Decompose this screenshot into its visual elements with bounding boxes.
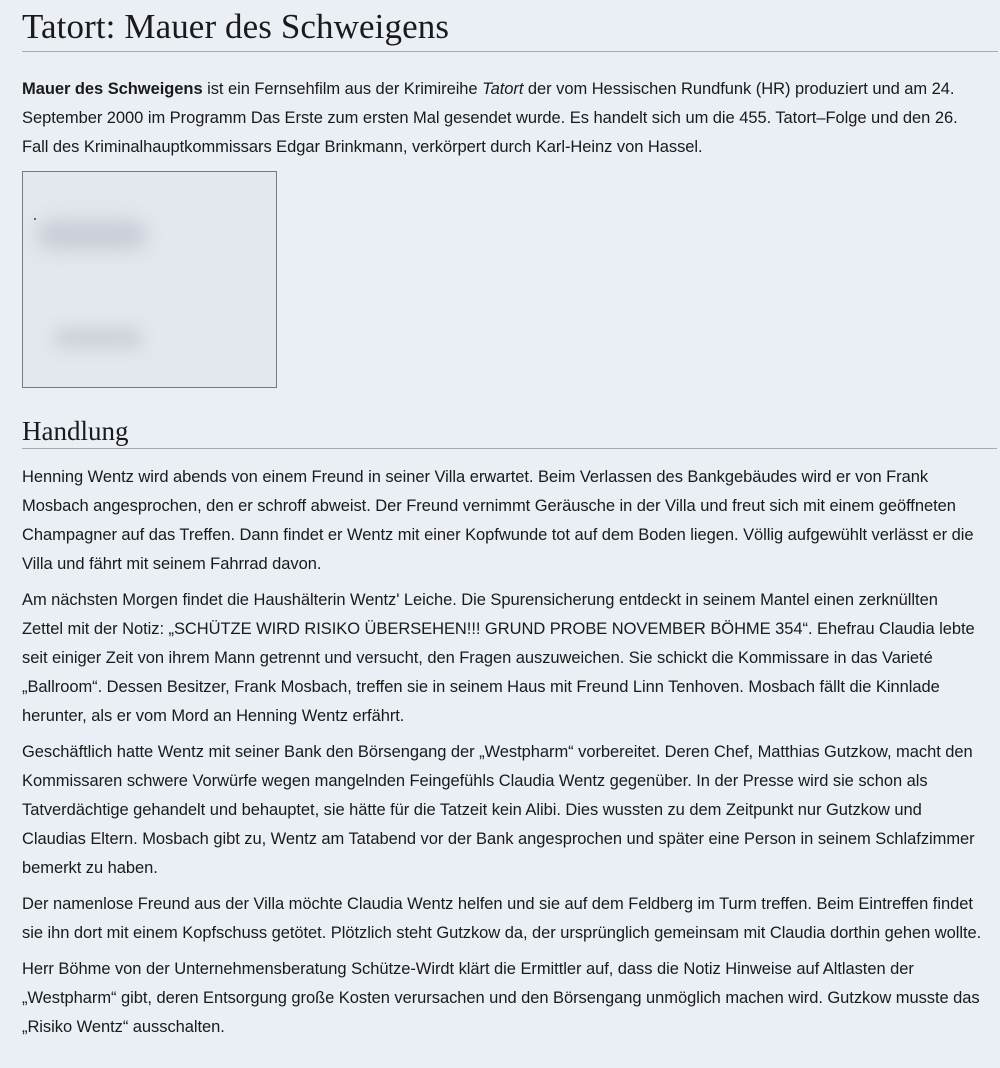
intro-paragraph [22,75,967,162]
section-heading-handlung: Handlung [22,415,997,449]
plot-paragraph: Geschäftlich hatte Wentz mit seiner Bank den Börsengang der „Westpharm“ vorbereitet. Deren Chef, Matthias Gutzkow, macht den Kommissaren schwere Vorwürfe wegen mangelnden Feingefühls Claudia Wentz gegenüber. In der Presse wird sie schon als Tatverdächtige gehandelt und behauptet, sie hätte für die Tatzeit kein Alibi. Dies wussten zu dem Zeitpunkt nur Gutzkow und Claudias Eltern. Mosbach gibt zu, Wentz am Tatabend vor der Bank angesprochen und später eine Person in seinem Schlafzimmer bemerkt zu haben. [22,743,975,877]
intro-bold-title: Mauer des Schweigens [22,80,203,98]
page-title: Tatort: Mauer des Schweigens [22,7,998,52]
intro-text-1: ist ein Fernsehfilm aus der Krimireihe [202,80,483,98]
image-placeholder[interactable] [22,171,277,388]
intro-italic-series: Tatort [482,80,524,98]
plot-paragraph: Henning Wentz wird abends von einem Freund in seiner Villa erwartet. Beim Verlassen des Bankgebäudes wird er von Frank Mosbach angesprochen, den er schroff abweist. Der Freund vernimmt Geräusche in der Villa und freut sich mit einem geöffneten Champagner auf das Treffen. Dann findet er Wentz mit einer Kopfwunde tot auf dem Boden liegen. Völlig aufgewühlt verlässt er die Villa und fährt mit seinem Fahrrad davon. [22,468,974,573]
plot-paragraph: Herr Böhme von der Unternehmensberatung Schütze-Wirdt klärt die Ermittler auf, dass die Notiz Hinweise auf Altlasten der „Westpharm“ gibt, deren Entsorgung große Kosten verursachen und den Börsengang unmöglich machen wird. Gutzkow musste das „Risiko Wentz“ ausschalten. [22,960,980,1036]
plot-paragraph: Der namenlose Freund aus der Villa möchte Claudia Wentz helfen und sie auf dem Feldberg im Turm treffen. Beim Eintreffen findet sie ihn dort mit einem Kopfschuss getötet. Plötzlich steht Gutzkow da, der ursprünglich gemeinsam mit Claudia dorthin gehen wollte. [22,895,982,942]
intro-text-2: der vom Hessischen Rundfunk (HR) produziert und am 24. September 2000 im Programm Das Erste zum ersten Mal gesendet wurde. Es handelt sich um die 455. Tatort–Folge und den 26. Fall des Kriminalhauptkommissars Edgar Brinkmann, verkörpert durch Karl-Heinz von Hassel. [22,80,958,156]
plot-paragraph: Am nächsten Morgen findet die Haushälterin Wentz' Leiche. Die Spurensicherung entdeckt in seinem Mantel einen zerknüllten Zettel mit der Notiz: „SCHÜTZE WIRD RISIKO ÜBERSEHEN!!! GRUND PROBE NOVEMBER BÖHME 354“. Ehefrau Claudia lebte seit einiger Zeit von ihrem Mann getrennt und versucht, den Fragen auszuweichen. Sie schickt die Kommissare in das Varieté „Ballroom“. Dessen Besitzer, Frank Mosbach, treffen sie in seinem Haus mit Freund Linn Tenhoven. Mosbach fällt die Kinnlade herunter, als er vom Mord an Henning Wentz erfährt. [22,591,975,725]
image-dot [34,218,36,220]
image-blur-shape [53,327,143,349]
plot-section [22,463,982,1042]
image-blur-shape [37,220,147,250]
article [22,0,998,1049]
